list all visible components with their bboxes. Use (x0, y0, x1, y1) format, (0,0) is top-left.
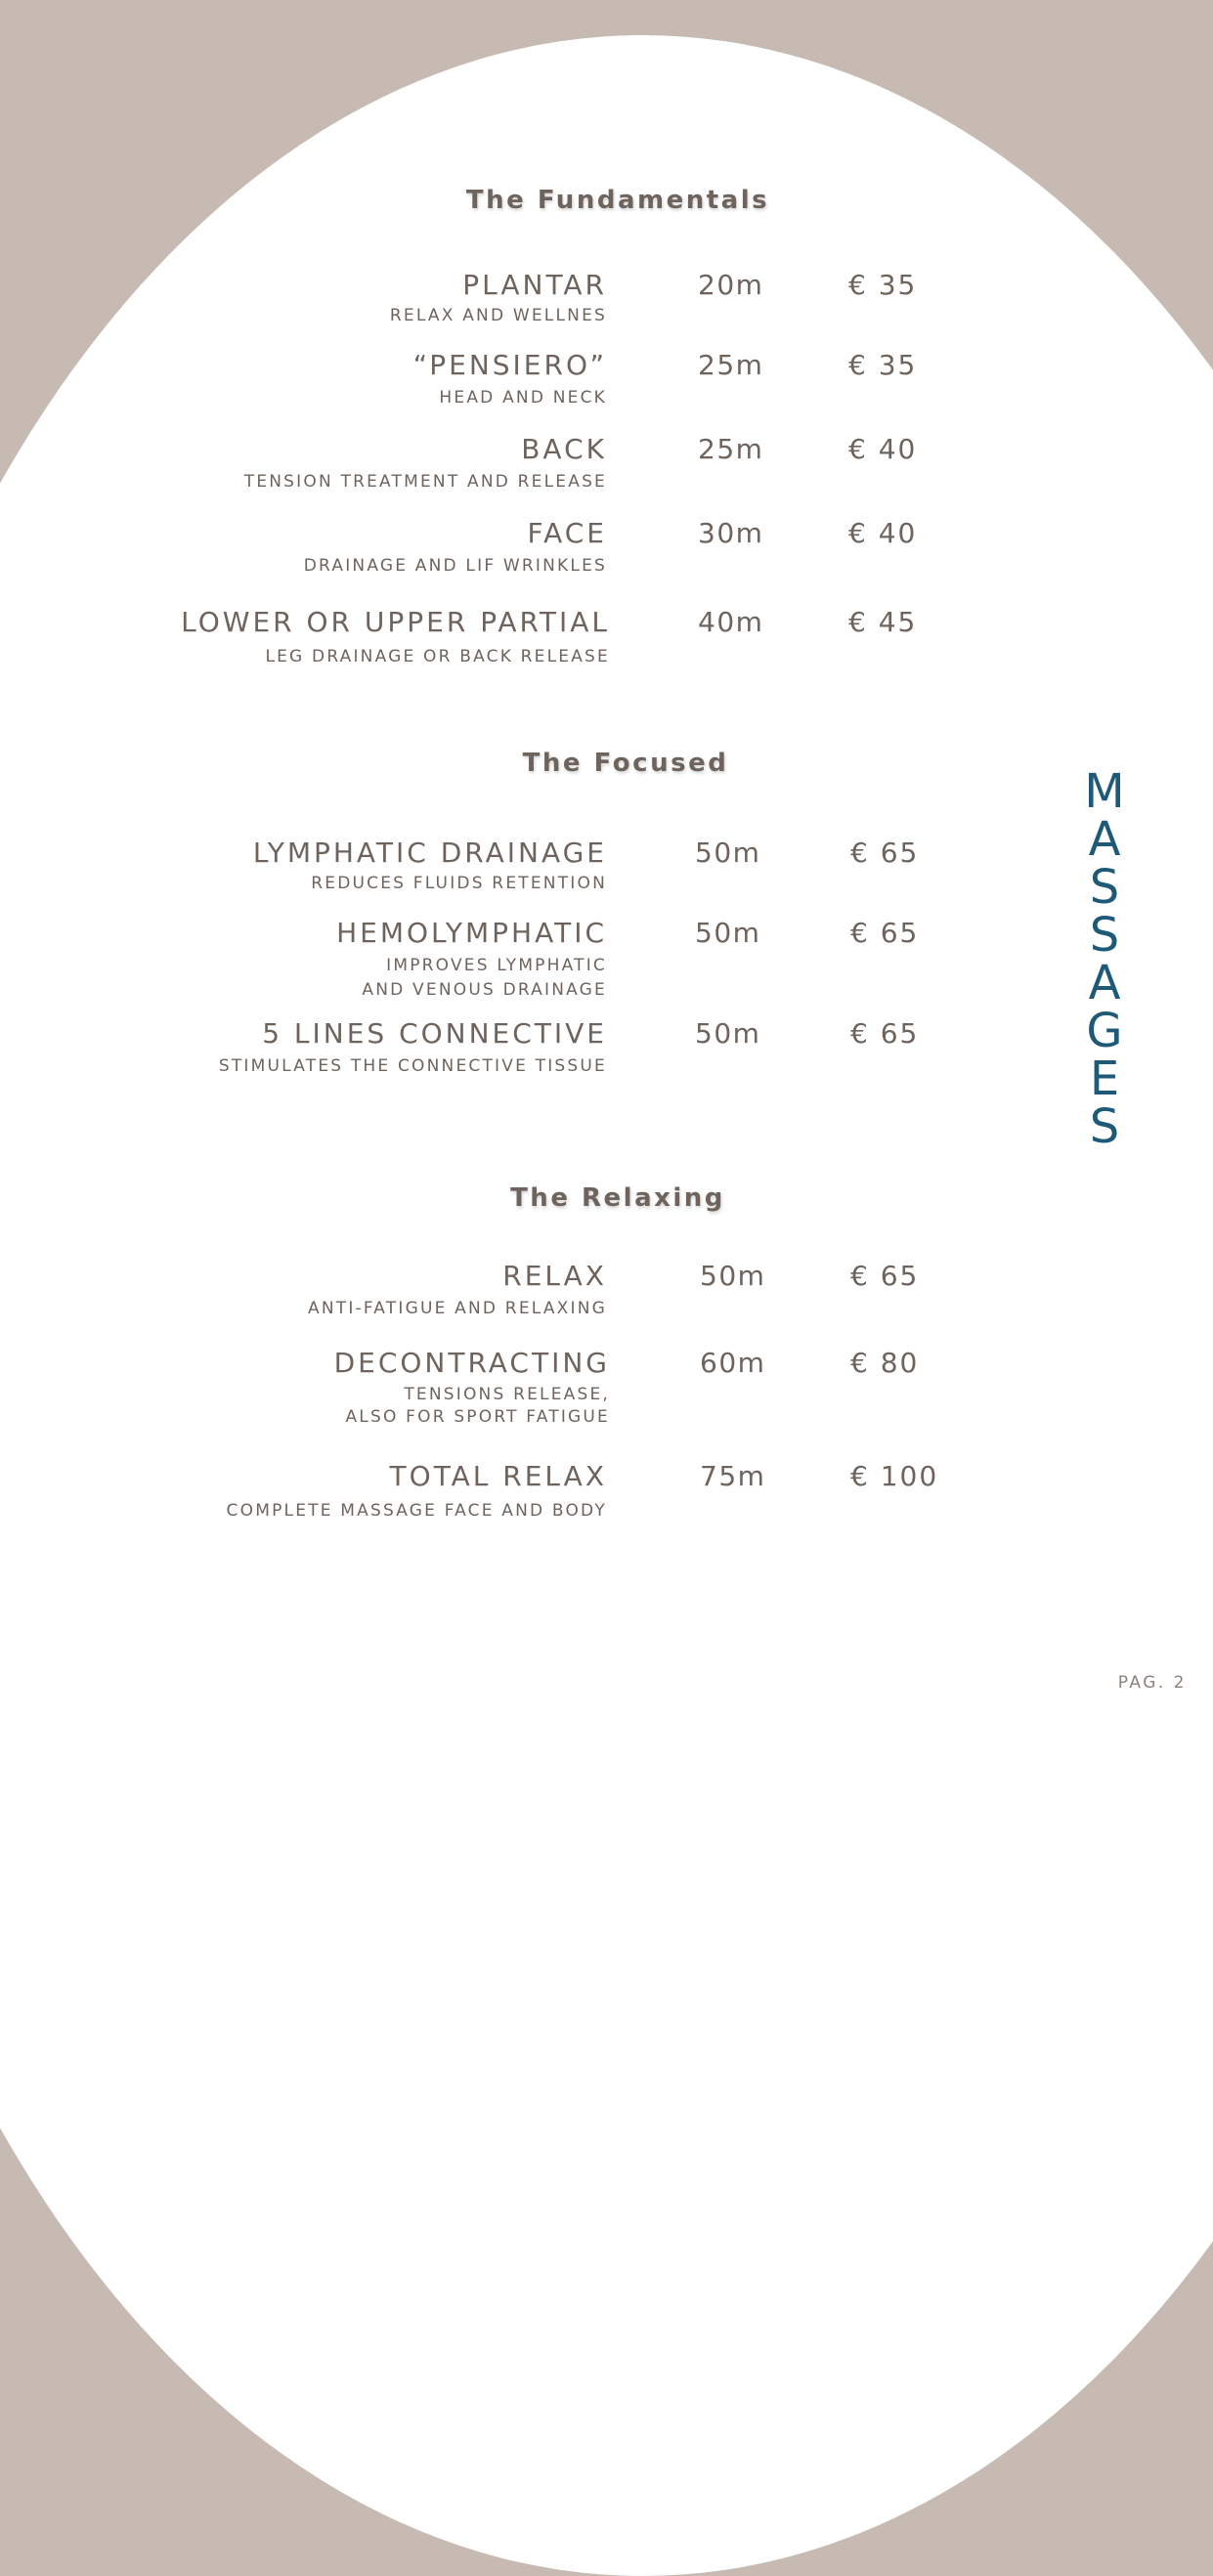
item-price: € 35 (848, 269, 918, 301)
item-desc (345, 1384, 610, 1429)
item-name: LOWER OR UPPER PARTIAL (181, 606, 610, 638)
vertical-title-massages (1080, 764, 1129, 1154)
item-desc: DRAINAGE AND LIF WRINKLES (303, 556, 607, 576)
item-desc-line: IMPROVES LYMPHATIC (386, 956, 607, 975)
item-duration: 50m (700, 1260, 766, 1292)
item-duration: 50m (695, 917, 761, 949)
item-duration: 60m (700, 1347, 766, 1379)
vertical-title-letter: S (1089, 860, 1120, 915)
vertical-title-letter: M (1084, 764, 1125, 819)
item-duration: 50m (695, 1017, 761, 1050)
item-price: € 65 (850, 1260, 920, 1292)
vertical-title-letter: E (1089, 1052, 1120, 1106)
item-desc: TENSION TREATMENT AND RELEASE (243, 472, 607, 492)
item-desc: REDUCES FLUIDS RETENTION (311, 874, 607, 893)
item-duration: 40m (698, 606, 764, 638)
section-title-focused: The Focused (522, 749, 729, 778)
item-name: “PENSIERO” (412, 349, 607, 381)
item-desc: COMPLETE MASSAGE FACE AND BODY (226, 1501, 607, 1521)
item-name: RELAX (502, 1260, 607, 1292)
section-title-relaxing: The Relaxing (510, 1183, 725, 1213)
item-desc: LEG DRAINAGE OR BACK RELEASE (265, 647, 610, 666)
vertical-title-letter: S (1089, 1099, 1120, 1154)
item-name: BACK (521, 433, 607, 465)
vertical-title-letter: G (1086, 1004, 1123, 1058)
vertical-title-letter: A (1088, 812, 1121, 867)
item-price: € 65 (850, 1017, 920, 1050)
item-desc-line: TENSIONS RELEASE, (404, 1385, 610, 1404)
vertical-title-letter: S (1089, 908, 1120, 963)
item-desc (362, 954, 607, 1003)
item-price: € 35 (848, 349, 918, 381)
item-desc-line: AND VENOUS DRAINAGE (362, 980, 607, 1000)
item-duration: 25m (698, 349, 764, 381)
item-price: € 40 (848, 517, 918, 549)
item-name: 5 LINES CONNECTIVE (262, 1017, 607, 1050)
item-duration: 25m (698, 433, 764, 465)
item-name: DECONTRACTING (333, 1347, 610, 1379)
page-number: PAG. 2 (1117, 1673, 1187, 1693)
item-duration: 50m (695, 837, 761, 869)
vertical-title-letter: A (1088, 956, 1121, 1010)
item-name: HEMOLYMPHATIC (336, 917, 607, 949)
item-name: LYMPHATIC DRAINAGE (252, 837, 607, 869)
item-desc-line: ALSO FOR SPORT FATIGUE (345, 1407, 610, 1427)
item-duration: 75m (700, 1460, 766, 1492)
item-price: € 65 (850, 917, 920, 949)
item-desc: HEAD AND NECK (439, 388, 607, 408)
item-desc: STIMULATES THE CONNECTIVE TISSUE (218, 1056, 607, 1076)
item-price: € 100 (850, 1460, 939, 1492)
item-price: € 40 (848, 433, 918, 465)
item-name: PLANTAR (462, 269, 607, 301)
item-duration: 30m (698, 517, 764, 549)
item-price: € 45 (848, 606, 918, 638)
item-name: FACE (527, 517, 607, 549)
item-desc: ANTI-FATIGUE AND RELAXING (308, 1299, 607, 1318)
item-duration: 20m (698, 269, 764, 301)
item-price: € 80 (850, 1347, 920, 1379)
item-desc: RELAX AND WELLNES (389, 306, 607, 325)
section-title-fundamentals: The Fundamentals (465, 186, 770, 215)
item-price: € 65 (850, 837, 920, 869)
item-name: TOTAL RELAX (389, 1460, 607, 1492)
